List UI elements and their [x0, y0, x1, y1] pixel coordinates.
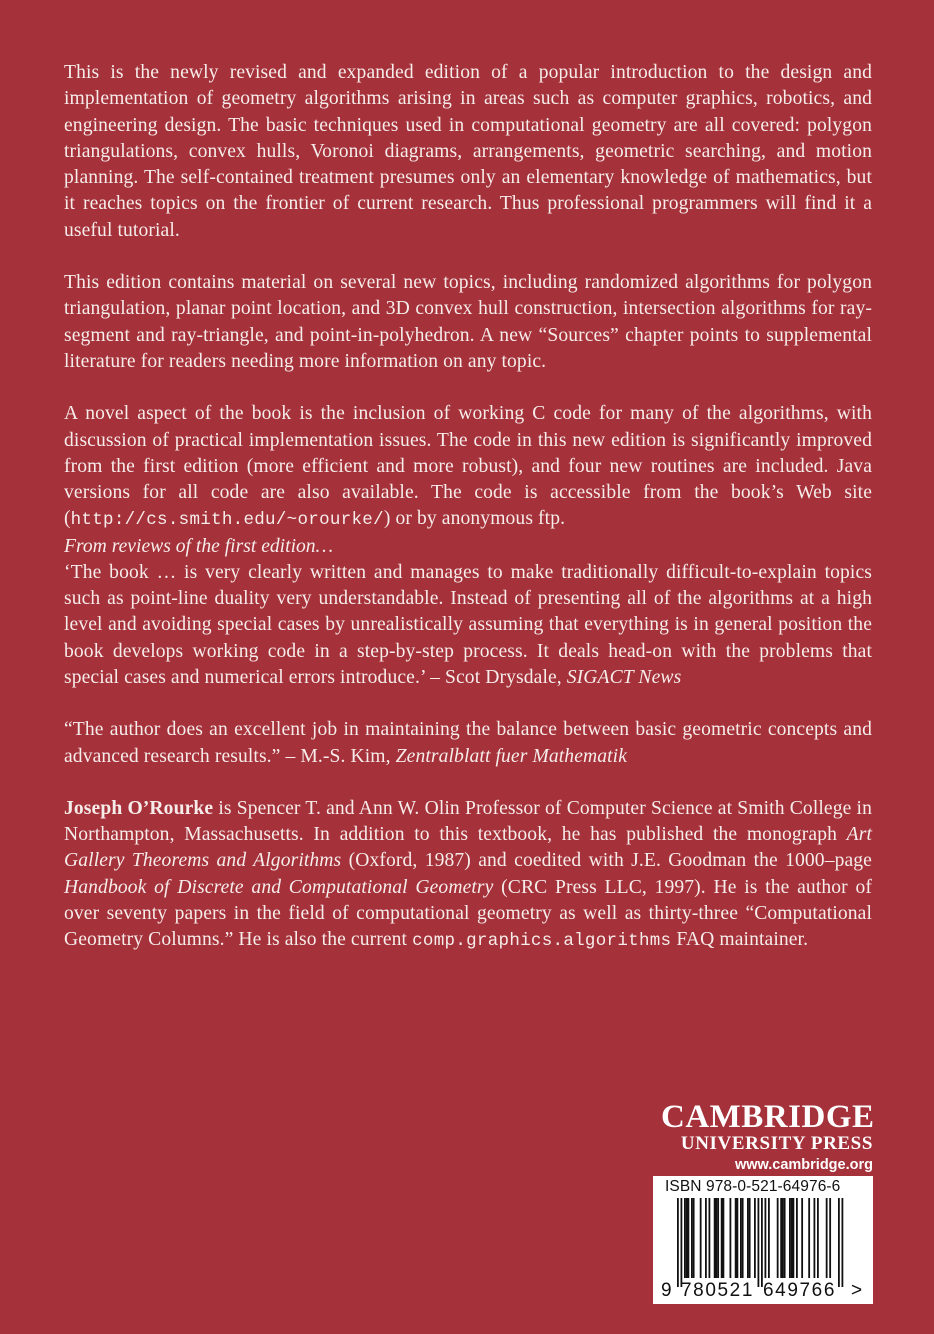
barcode-bar — [730, 1198, 732, 1278]
bio-book-2: Handbook of Discrete and Computational Geometry — [64, 876, 494, 898]
barcode-lead-digit: 9 — [661, 1280, 672, 1301]
barcode-bar — [754, 1198, 756, 1278]
barcode-bar — [714, 1198, 716, 1278]
review-quote-2 — [64, 717, 872, 770]
barcode-bar — [691, 1198, 693, 1278]
publisher-logo — [661, 1099, 875, 1174]
barcode-bar — [793, 1198, 795, 1278]
barcode-bar — [817, 1198, 819, 1278]
barcode-bar — [782, 1198, 784, 1278]
barcode-bar — [709, 1198, 711, 1278]
barcode-bar — [829, 1198, 831, 1278]
isbn-label: ISBN 978-0-521-64976-6 — [665, 1178, 841, 1195]
barcode-bar — [742, 1198, 744, 1278]
barcode-bar — [758, 1198, 760, 1287]
barcode-bar — [789, 1198, 791, 1278]
description-paragraph-2: This edition contains material on several new topics, including randomized algorithms for polygon triangulation, planar point location, and 3D convex hull construction, intersection algorithms for ray-segment and ray-triangle, and point-in-polyhedron. A new “Sources” chapter points to supplemental literature for readers needing more information on any topic. — [64, 272, 872, 372]
barcode-bar — [814, 1198, 816, 1278]
barcode-bar — [796, 1198, 798, 1278]
barcode-bar — [777, 1198, 779, 1278]
barcode-bar — [700, 1198, 702, 1278]
review-2-source: Zentralblatt fuer Mathematik — [395, 745, 628, 767]
barcode-bar — [826, 1198, 828, 1278]
review-1-attribution: – Scot Drysdale, — [425, 666, 567, 688]
bio-text-2: (Oxford, 1987) and coedited with J.E. Goodman the 1000–page — [341, 850, 872, 872]
barcode-bar — [688, 1198, 690, 1278]
barcode-bar — [780, 1198, 782, 1278]
description-paragraph-1: This is the newly revised and expanded edition of a popular introduction to the design and implementation of geometry algorithms arising in areas such as computer graphics, robotics, and engineering design. The basic techniques used in computational geometry are all covered: polygon triangulations, convex hulls, Voronoi diagrams, arrangements, geometric searching, and motion planning. The self-contained treatment presumes only an elementary knowledge of mathematics, but it reaches topics on the frontier of current research. Thus professional programmers will find it a useful tutorial. — [64, 62, 872, 241]
barcode-bar — [686, 1198, 688, 1278]
bio-newsgroup: comp.graphics.algorithms — [412, 931, 672, 952]
barcode-bar — [716, 1198, 718, 1278]
website-url: http://cs.smith.edu/~orourke/ — [70, 510, 384, 531]
bio-text-4: FAQ maintainer. — [671, 929, 809, 951]
barcode-bar — [808, 1198, 810, 1278]
barcode-bar — [765, 1198, 767, 1278]
barcode-bar — [737, 1198, 739, 1278]
paragraph-3-tail: ) or by anonymous ftp. — [383, 508, 566, 530]
review-1-source: SIGACT News — [566, 666, 682, 688]
publisher-website: www.cambridge.org — [734, 1157, 873, 1173]
barcode-quiet-zone-marker: > — [851, 1280, 863, 1301]
reviews-heading: From reviews of the first edition… — [64, 535, 334, 557]
barcode-bar — [842, 1198, 844, 1287]
review-quote-1 — [64, 560, 872, 691]
barcode-bar — [791, 1198, 793, 1278]
bio-book-1: Art Gallery Theorems and Algorithms — [64, 824, 872, 872]
barcode-bar — [681, 1198, 683, 1287]
description-paragraph-3 — [64, 401, 872, 533]
back-cover-text — [64, 60, 872, 955]
barcode-bar — [784, 1198, 786, 1278]
review-1-text: ‘The book … is very clearly written and manages to make traditionally difficult-to-explain topics such as point-line duality very understandable. Instead of presenting all of the algorithms at a high level and avoiding special cases by unrealistically assuming that everything is in general position the book develops working code in a step-by-step process. It deals head-on with the problems that special cases and numerical errors introduce.’ — [64, 561, 872, 688]
bio-text-1: is Spencer T. and Ann W. Olin Professor of Computer Science at Smith College in Northampton, Massachusetts. In addition to this textbook, he has published the monograph — [64, 797, 872, 846]
publisher-name: CAMBRIDGE — [661, 1099, 875, 1135]
bio-text-3: (CRC Press LLC, 1997). He is the author of over seventy papers in the field of computational geometry as well as thirty-three “Computational Geometry Columns.” He is also the current — [64, 876, 873, 951]
barcode-bar — [717, 1198, 719, 1278]
barcode-bar — [721, 1198, 723, 1278]
barcode-bar — [801, 1198, 803, 1278]
paragraph-3-text: A novel aspect of the book is the inclusion of working C code for many of the algorithms, with discussion of practical implementation issues. The code in this new edition is significantly improved from the first edition (more efficient and more robust), and four new routines are included. Java versions for all code are also available. The code is accessible from the book’s Web site ( — [64, 403, 872, 530]
review-2-attribution: – M.-S. Kim, — [280, 745, 396, 767]
barcode-group-1: 780521 — [681, 1280, 755, 1301]
barcode-bar — [693, 1198, 695, 1278]
review-2-text: “The author does an excellent job in maintaining the balance between basic geometric concepts and advanced research results.” — [64, 719, 872, 767]
barcode-bar — [749, 1198, 751, 1278]
barcode-bar — [838, 1198, 840, 1287]
publisher-subtitle: UNIVERSITY PRESS — [680, 1133, 873, 1154]
barcode-bar — [677, 1198, 679, 1287]
barcode-bar — [735, 1198, 737, 1278]
barcode-bar — [761, 1198, 763, 1287]
barcode-bar — [768, 1198, 770, 1278]
barcode-bar — [684, 1198, 686, 1278]
barcode-bar — [747, 1198, 749, 1278]
isbn-barcode — [653, 1176, 873, 1304]
barcode-bar — [723, 1198, 725, 1278]
barcode-group-2: 649766 — [763, 1280, 837, 1301]
author-bio — [64, 796, 872, 955]
author-name: Joseph O’Rourke — [64, 797, 214, 819]
barcode-bar — [705, 1198, 707, 1278]
barcode-bar — [740, 1198, 742, 1278]
